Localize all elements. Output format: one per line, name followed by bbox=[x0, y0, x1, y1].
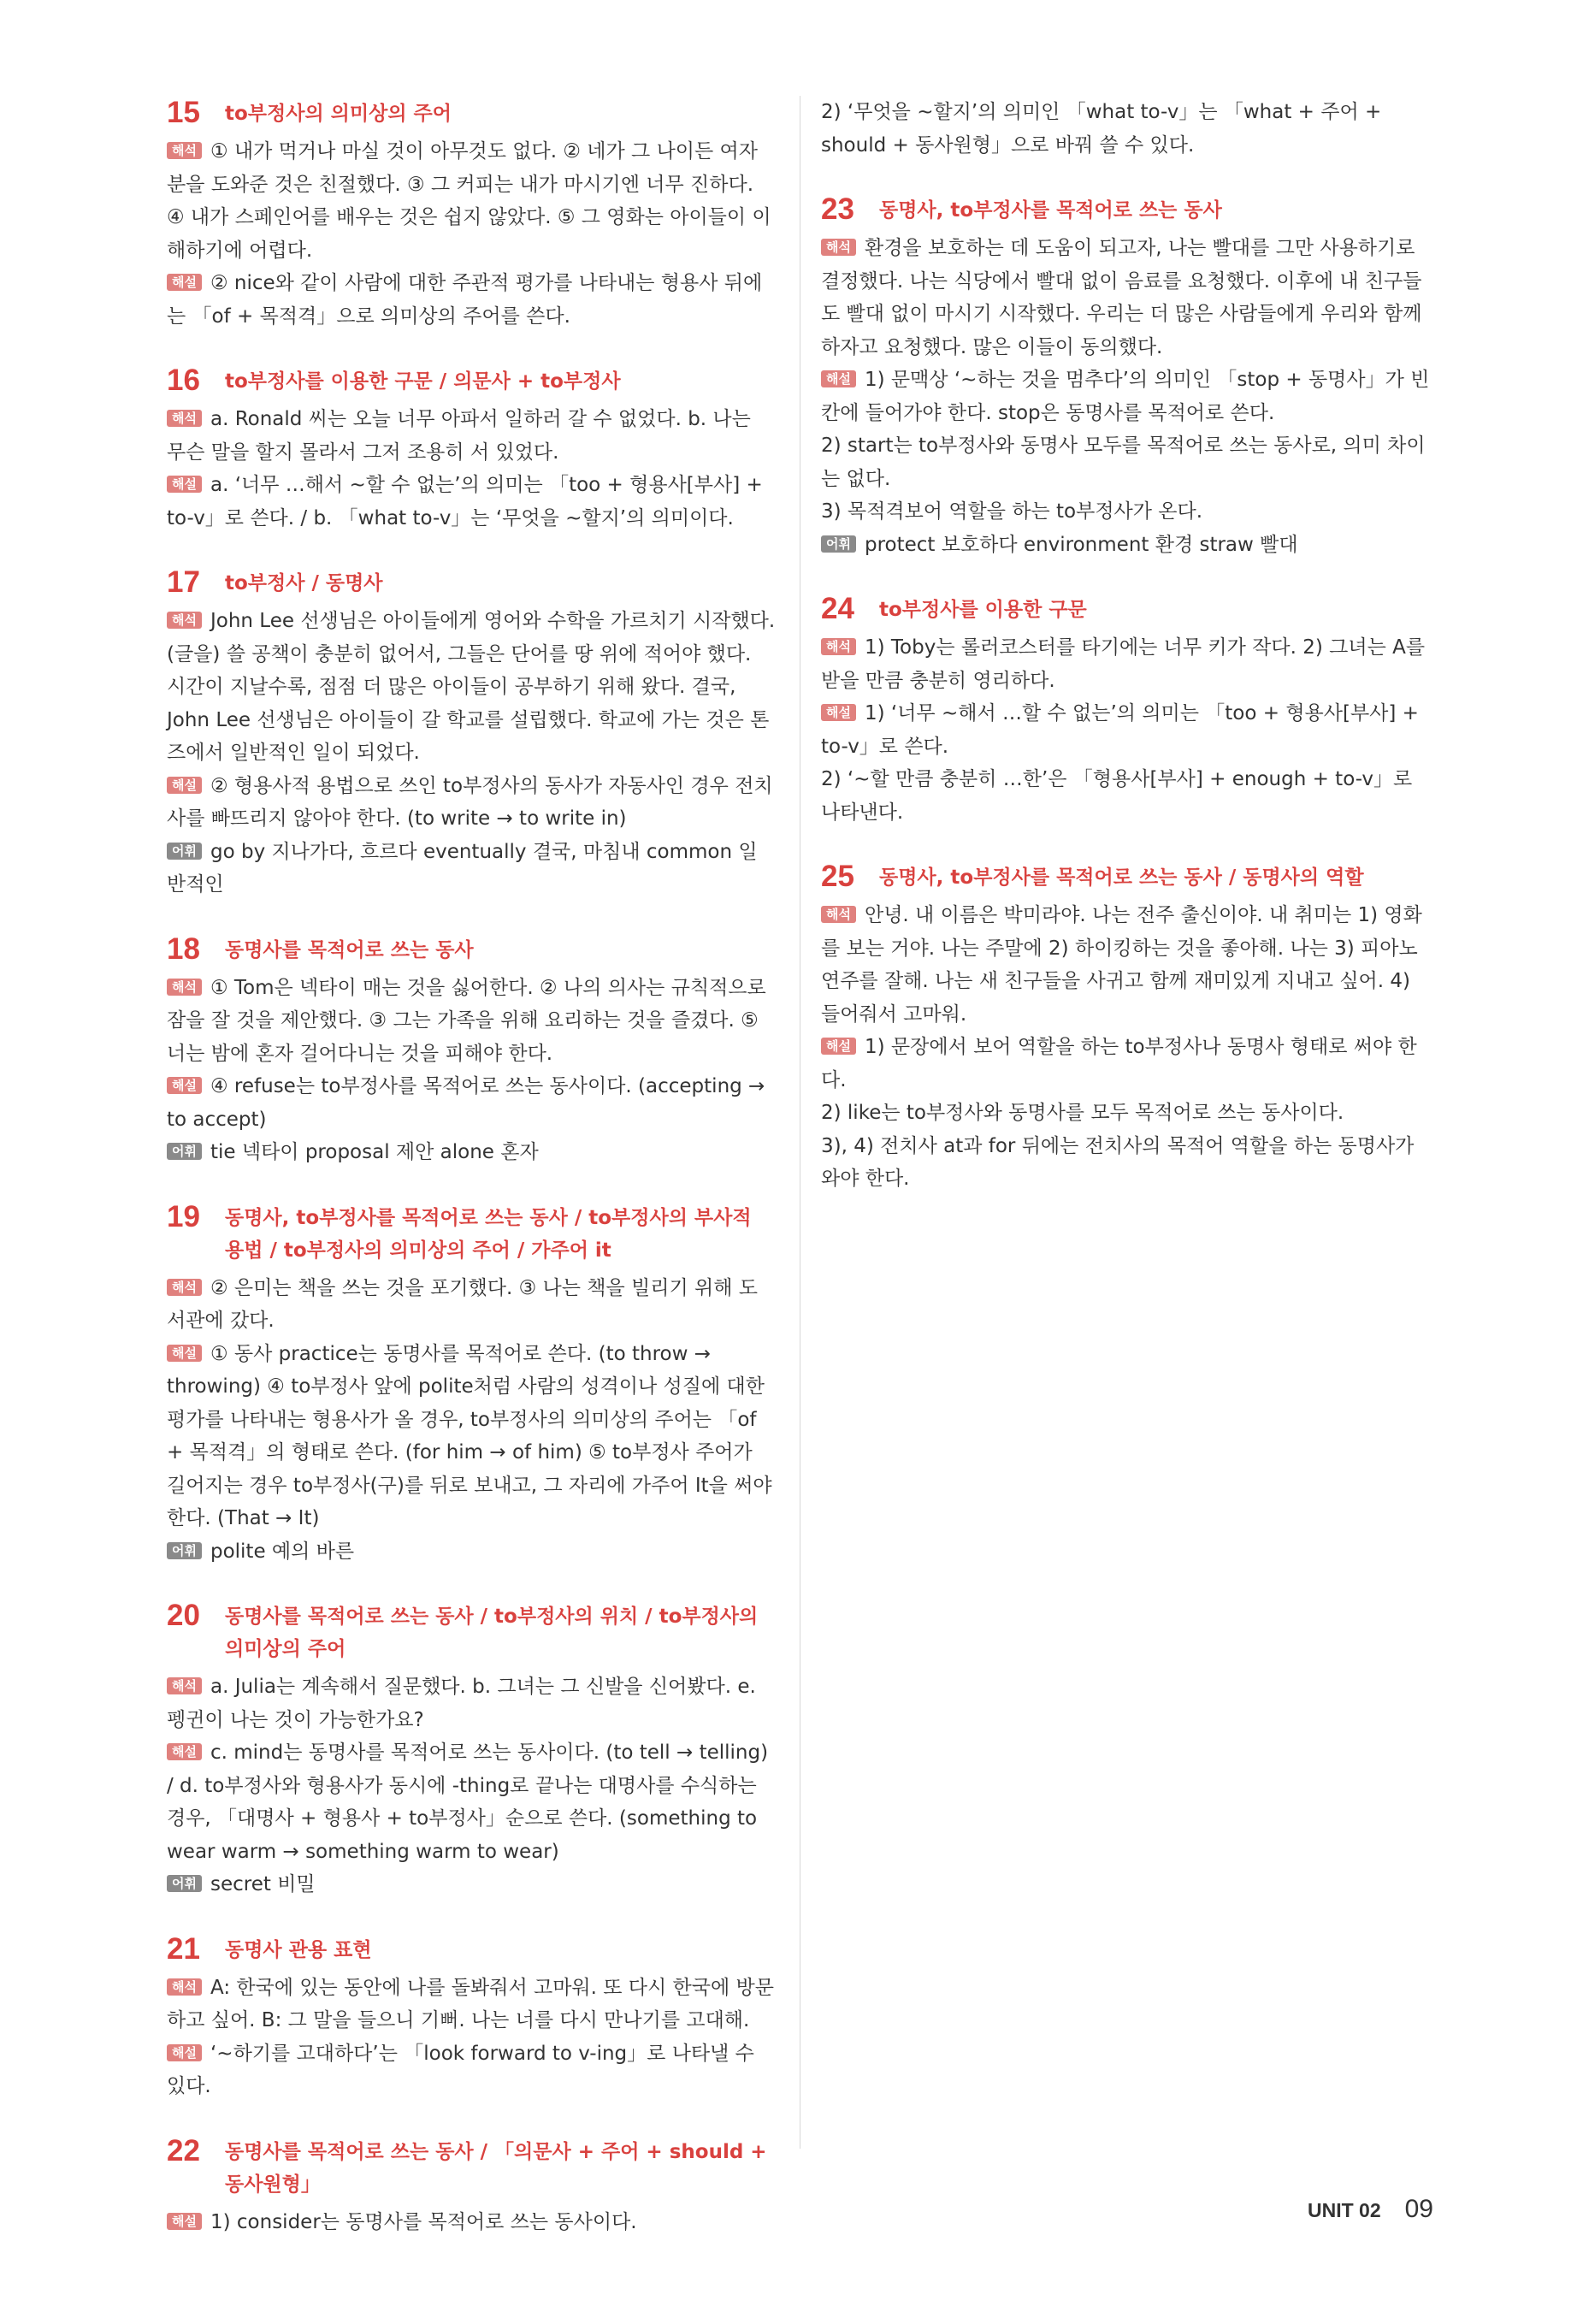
entry-text: 2) start는 to부정사와 동명사 모두를 목적어로 쓰는 동사로, 의미 차이는 없다. bbox=[821, 435, 1426, 490]
entry-text: ① 내가 먹거나 마실 것이 아무것도 없다. ② 네가 그 나이든 여자분을 도와준 것은 친절했다. ③ 그 커피는 내가 마시기엔 너무 진하다. ④ 내가 스페인어를 배우는 것은 쉽지 않았다. ⑤ 그 영화는 아이들이 이해하기에 어렵다. bbox=[167, 140, 771, 262]
continued-explanation: 2) ‘무엇을 ~할지’의 의미인 「what to-v」는 「what + 주어 + should + 동사원형」으로 바꿔 쓸 수 있다. bbox=[821, 101, 1382, 157]
question-number: 18 bbox=[167, 931, 200, 966]
answer-entry bbox=[167, 1671, 776, 1736]
translation-badge: 해석 bbox=[821, 239, 856, 256]
section-title: to부정사를 이용한 구문 / 의문사 + to부정사 bbox=[225, 370, 621, 393]
entry-text: 3) 목적격보어 역할을 하는 to부정사가 온다. bbox=[821, 500, 1203, 523]
answer-section-23 bbox=[821, 192, 1430, 561]
entry-text: 3), 4) 전치사 at과 for 뒤에는 전치사의 목적어 역할을 하는 동명사가 와야 한다. bbox=[821, 1134, 1415, 1190]
question-number: 16 bbox=[167, 364, 200, 397]
question-number: 20 bbox=[167, 1599, 200, 1632]
explanation-badge: 해설 bbox=[167, 2213, 202, 2230]
translation-badge: 해석 bbox=[167, 410, 202, 427]
answer-entry bbox=[821, 899, 1430, 1031]
answer-section-24 bbox=[821, 592, 1430, 829]
section-title: to부정사 / 동명사 bbox=[225, 572, 383, 594]
entry-text: polite 예의 바른 bbox=[210, 1540, 355, 1563]
vocabulary-badge: 어휘 bbox=[167, 843, 202, 860]
vocabulary-badge: 어휘 bbox=[167, 1542, 202, 1559]
explanation-badge: 해설 bbox=[167, 1345, 202, 1362]
translation-badge: 해석 bbox=[167, 1279, 202, 1296]
section-title: to부정사를 이용한 구문 bbox=[879, 599, 1087, 621]
translation-badge: 해석 bbox=[821, 638, 856, 655]
answer-entry bbox=[821, 364, 1430, 429]
entry-text: 1) 문맥상 ‘~하는 것을 멈추다’의 의미인 「stop + 동명사」가 빈칸에 들어가야 한다. stop은 동명사를 목적어로 쓴다. bbox=[821, 369, 1430, 424]
answer-entry bbox=[167, 1136, 776, 1169]
section-title: 동명사를 목적어로 쓰는 동사 / 「의문사 + 주어 + should + 동사원형」 bbox=[225, 2140, 767, 2196]
page-footer bbox=[1308, 2195, 1433, 2224]
answer-entry bbox=[167, 1736, 776, 1868]
section-title: 동명사를 목적어로 쓰는 동사 bbox=[225, 938, 474, 961]
entry-text: ‘~하기를 고대하다’는 「look forward to v-ing」로 나타낼 수 있다. bbox=[167, 2042, 754, 2097]
answer-entry bbox=[167, 135, 776, 267]
translation-badge: 해석 bbox=[167, 979, 202, 996]
answer-section-16 bbox=[167, 364, 776, 535]
right-column bbox=[821, 96, 1430, 1227]
vocabulary-badge: 어휘 bbox=[167, 1875, 202, 1892]
question-number: 19 bbox=[167, 1199, 200, 1233]
translation-badge: 해석 bbox=[821, 906, 856, 923]
answer-entry bbox=[167, 267, 776, 333]
question-number: 25 bbox=[821, 860, 854, 893]
entry-text: a. Julia는 계속해서 질문했다. b. 그녀는 그 신발을 신어봤다. e. 펭귄이 나는 것이 가능한가요? bbox=[167, 1676, 756, 1731]
section-header bbox=[821, 192, 1430, 227]
section-header bbox=[167, 1932, 776, 1966]
answer-entry bbox=[821, 429, 1430, 495]
entry-text: 2) ‘~할 만큼 충분히 …한’은 「형용사[부사] + enough + to-v」로 나타낸다. bbox=[821, 768, 1413, 824]
entry-text: go by 지나가다, 흐르다 eventually 결국, 마침내 common 일반적인 bbox=[167, 840, 758, 896]
entry-text: 1) Toby는 롤러코스터를 타기에는 너무 키가 작다. 2) 그녀는 A를 받을 만큼 충분히 영리하다. bbox=[821, 636, 1426, 692]
left-column bbox=[167, 96, 776, 2269]
entry-text: ① 동사 practice는 동명사를 목적어로 쓴다. (to throw → throwing) ④ to부정사 앞에 polite처럼 사람의 성격이나 성질에 대한 평가를 나타내는 형용사가 올 경우, to부정사의 의미상의 주어는 「of + 목적격」의 형태로 쓴다. (for him → of him) ⑤ to부정사 주어가 길어지는 경우 to부정사(구)를 뒤로 보내고, 그 자리에 가주어 It을 써야 한다. (That → It) bbox=[167, 1342, 772, 1529]
section-title: 동명사 관용 표현 bbox=[225, 1938, 372, 1961]
entry-text: tie 넥타이 proposal 제안 alone 혼자 bbox=[210, 1141, 539, 1163]
entry-text: 1) consider는 동명사를 목적어로 쓰는 동사이다. bbox=[210, 2210, 637, 2233]
answer-entry bbox=[167, 1272, 776, 1338]
answer-entry bbox=[167, 605, 776, 770]
translation-badge: 해석 bbox=[167, 1677, 202, 1694]
section-title: 동명사, to부정사를 목적어로 쓰는 동사 bbox=[879, 199, 1222, 222]
section-header bbox=[167, 1599, 776, 1665]
section-header bbox=[167, 364, 776, 398]
answer-section-21 bbox=[167, 1932, 776, 2103]
explanation-badge: 해설 bbox=[167, 1077, 202, 1094]
vocabulary-badge: 어휘 bbox=[821, 535, 856, 553]
answer-entry bbox=[167, 972, 776, 1071]
section-title: to부정사의 의미상의 주어 bbox=[225, 103, 452, 125]
unit-label: UNIT 02 bbox=[1307, 2199, 1381, 2221]
answer-entry bbox=[167, 836, 776, 902]
entry-text: 2) like는 to부정사와 동명사를 모두 목적어로 쓰는 동사이다. bbox=[821, 1102, 1344, 1124]
entry-text: a. ‘너무 …해서 ~할 수 없는’의 의미는 「too + 형용사[부사] + to-v」로 쓴다. / b. 「what to-v」는 ‘무엇을 ~할지’의 의미이다. bbox=[167, 474, 763, 529]
section-title: 동명사, to부정사를 목적어로 쓰는 동사 / 동명사의 역할 bbox=[879, 866, 1364, 889]
answer-entry bbox=[821, 529, 1430, 562]
answer-section-17 bbox=[167, 565, 776, 902]
section-header bbox=[167, 932, 776, 967]
entry-text: ② 형용사적 용법으로 쓰인 to부정사의 동사가 자동사인 경우 전치사를 빠뜨리지 않아야 한다. (to write → to write in) bbox=[167, 774, 773, 830]
answer-entry bbox=[167, 2037, 776, 2103]
entry-text: secret 비밀 bbox=[210, 1873, 316, 1895]
explanation-badge: 해설 bbox=[821, 1038, 856, 1055]
answer-entry bbox=[821, 763, 1430, 829]
explanation-badge: 해설 bbox=[167, 2044, 202, 2061]
question-number: 15 bbox=[167, 96, 200, 129]
explanation-badge: 해설 bbox=[167, 777, 202, 794]
entry-text: ② nice와 같이 사람에 대한 주관적 평가를 나타내는 형용사 뒤에는 「of + 목적격」으로 의미상의 주어를 쓴다. bbox=[167, 272, 763, 328]
section-title: 동명사, to부정사를 목적어로 쓰는 동사 / to부정사의 부사적 용법 / to부정사의 의미상의 주어 / 가주어 it bbox=[225, 1206, 752, 1262]
answer-entry bbox=[167, 1070, 776, 1136]
vocabulary-badge: 어휘 bbox=[167, 1143, 202, 1160]
entry-text: ④ refuse는 to부정사를 목적어로 쓰는 동사이다. (accepting → to accept) bbox=[167, 1075, 765, 1131]
section-header bbox=[167, 1200, 776, 1267]
entry-text: A: 한국에 있는 동안에 나를 돌봐줘서 고마워. 또 다시 한국에 방문하고 싶어. B: 그 말을 들으니 기뻐. 나는 너를 다시 만나기를 고대해. bbox=[167, 1976, 774, 2031]
answer-entry bbox=[167, 1338, 776, 1535]
entry-text: 1) 문장에서 보어 역할을 하는 to부정사나 동명사 형태로 써야 한다. bbox=[821, 1036, 1417, 1091]
answer-section-18 bbox=[167, 932, 776, 1169]
entry-text: protect 보호하다 environment 환경 straw 빨대 bbox=[864, 533, 1298, 556]
explanation-badge: 해설 bbox=[821, 704, 856, 721]
answer-entry bbox=[821, 631, 1430, 697]
answer-entry bbox=[821, 232, 1430, 364]
question-number: 23 bbox=[821, 192, 854, 226]
answer-entry bbox=[167, 1972, 776, 2037]
entry-text: John Lee 선생님은 아이들에게 영어와 수학을 가르치기 시작했다. (글을) 쓸 공책이 충분히 없어서, 그들은 단어를 땅 위에 적어야 했다. 시간이 지날수록, 점점 더 많은 아이들이 공부하기 위해 왔다. 결국, John Lee 선생님은 아이들이 갈 학교를 설립했다. 학교에 가는 것은 톤즈에서 일반적인 일이 되었다. bbox=[167, 610, 776, 764]
answer-entry bbox=[167, 469, 776, 535]
explanation-badge: 해설 bbox=[167, 1743, 202, 1760]
answer-entry bbox=[167, 770, 776, 836]
answer-section-19 bbox=[167, 1200, 776, 1569]
question-number: 24 bbox=[821, 592, 854, 625]
answer-entry bbox=[821, 1031, 1430, 1097]
answer-entry bbox=[821, 697, 1430, 763]
answer-section-22 bbox=[167, 2134, 776, 2239]
translation-badge: 해석 bbox=[167, 1978, 202, 1996]
section-header bbox=[167, 96, 776, 130]
entry-text: ① Tom은 넥타이 매는 것을 싫어한다. ② 나의 의사는 규칙적으로 잠을 잘 것을 제안했다. ③ 그는 가족을 위해 요리하는 것을 즐겼다. ⑤ 너는 밤에 혼자 걸어다니는 것을 피해야 한다. bbox=[167, 976, 766, 1065]
answer-entry bbox=[821, 1130, 1430, 1196]
entry-text: 환경을 보호하는 데 도움이 되고자, 나는 빨대를 그만 사용하기로 결정했다. 나는 식당에서 빨대 없이 음료를 요청했다. 이후에 내 친구들도 빨대 없이 마시기 시작했다. 우리는 더 많은 사람들에게 우리와 함께하자고 요청했다. 많은 이들이 동의했다. bbox=[821, 237, 1422, 358]
translation-badge: 해석 bbox=[167, 612, 202, 629]
question-number: 17 bbox=[167, 565, 200, 599]
page-number: 09 bbox=[1404, 2195, 1433, 2223]
section-title: 동명사를 목적어로 쓰는 동사 / to부정사의 위치 / to부정사의 의미상의 주어 bbox=[225, 1606, 759, 1660]
answer-entry bbox=[167, 403, 776, 469]
entry-text: 안녕. 내 이름은 박미라야. 나는 전주 출신이야. 내 취미는 1) 영화를 보는 거야. 나는 주말에 2) 하이킹하는 것을 좋아해. 나는 3) 피아노 연주를 잘해. 나는 새 친구들을 사귀고 함께 재미있게 지내고 싶어. 4) 들어줘서 고마워. bbox=[821, 904, 1422, 1026]
section-header bbox=[821, 860, 1430, 894]
entry-text: 1) ‘너무 ~해서 …할 수 없는’의 의미는 「too + 형용사[부사] + to-v」로 쓴다. bbox=[821, 702, 1419, 758]
explanation-badge: 해설 bbox=[167, 274, 202, 291]
answer-entry bbox=[167, 2206, 776, 2239]
question-number: 21 bbox=[167, 1931, 200, 1966]
entry-text: a. Ronald 씨는 오늘 너무 아파서 일하러 갈 수 없었다. b. 나는 무슨 말을 할지 몰라서 그저 조용히 서 있었다. bbox=[167, 408, 751, 464]
translation-badge: 해석 bbox=[167, 142, 202, 159]
question-number: 22 bbox=[167, 2133, 200, 2167]
explanation-badge: 해설 bbox=[167, 476, 202, 493]
explanation-badge: 해설 bbox=[821, 370, 856, 387]
answer-entry bbox=[821, 495, 1430, 529]
entry-text: c. mind는 동명사를 목적어로 쓰는 동사이다. (to tell → telling) / d. to부정사와 형용사가 동시에 -thing로 끝나는 대명사를 수식하는 경우, 「대명사 + 형용사 + to부정사」순으로 쓴다. (something to wear warm → something warm to wear) bbox=[167, 1742, 769, 1863]
section-header bbox=[167, 565, 776, 600]
answer-section-20 bbox=[167, 1599, 776, 1901]
section-header bbox=[821, 592, 1430, 626]
entry-text: ② 은미는 책을 쓰는 것을 포기했다. ③ 나는 책을 빌리기 위해 도서관에 갔다. bbox=[167, 1276, 758, 1332]
answer-entry bbox=[167, 1868, 776, 1901]
answer-section-15 bbox=[167, 96, 776, 333]
section-header bbox=[167, 2134, 776, 2201]
answer-section-25 bbox=[821, 860, 1430, 1196]
answer-entry bbox=[821, 1097, 1430, 1130]
answer-entry bbox=[167, 1535, 776, 1569]
